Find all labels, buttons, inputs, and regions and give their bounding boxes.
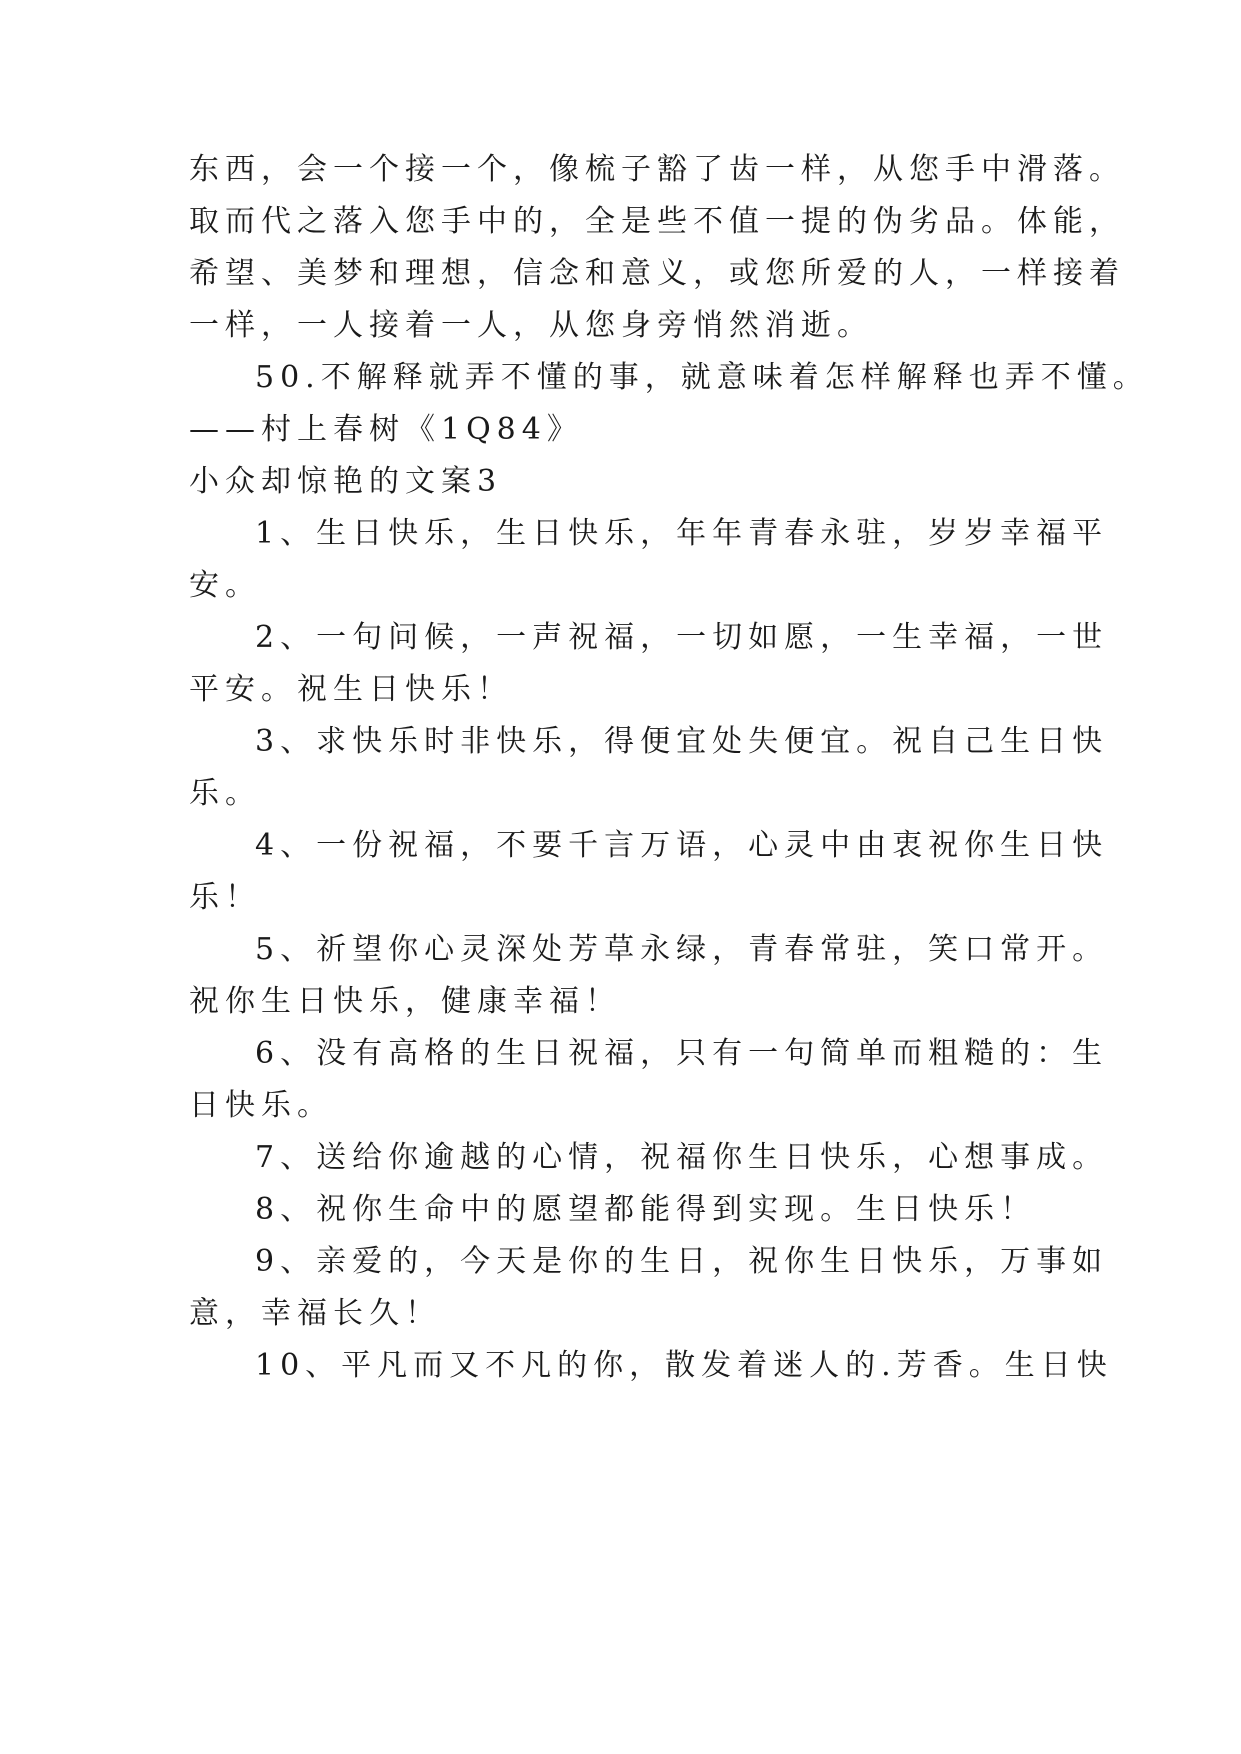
text-line: 乐。 [189, 776, 261, 811]
text-line: 10、平凡而又不凡的你，散发着迷人的.芳香。生日快 [255, 1348, 1113, 1383]
text-line: 6、没有高格的生日祝福，只有一句简单而粗糙的：生 [255, 1036, 1109, 1071]
text-line: 4、一份祝福，不要千言万语，心灵中由衷祝你生日快 [255, 828, 1109, 863]
text-line: 3、求快乐时非快乐，得便宜处失便宜。祝自己生日快 [255, 724, 1109, 759]
text-line: 希望、美梦和理想，信念和意义，或您所爱的人，一样接着 [189, 256, 1125, 291]
section-heading: 小众却惊艳的文案3 [189, 464, 503, 499]
text-line: 意，幸福长久！ [189, 1296, 441, 1331]
text-line: 9、亲爱的，今天是你的生日，祝你生日快乐，万事如 [255, 1244, 1109, 1279]
text-line: 2、一句问候，一声祝福，一切如愿，一生幸福，一世 [255, 620, 1109, 655]
text-line: ——村上春树《1Q84》 [189, 412, 583, 447]
text-line: 乐！ [189, 880, 261, 915]
text-line: 7、送给你逾越的心情，祝福你生日快乐，心想事成。 [255, 1140, 1109, 1175]
text-line: 安。 [189, 568, 261, 603]
text-line: 1、生日快乐，生日快乐，年年青春永驻，岁岁幸福平 [255, 516, 1109, 551]
text-line: 5、祈望你心灵深处芳草永绿，青春常驻，笑口常开。 [255, 932, 1109, 967]
text-line: 8、祝你生命中的愿望都能得到实现。生日快乐！ [255, 1192, 1037, 1227]
text-line: 日快乐。 [189, 1088, 333, 1123]
text-line: 一样，一人接着一人，从您身旁悄然消逝。 [189, 308, 873, 343]
text-line: 东西，会一个接一个，像梳子豁了齿一样，从您手中滑落。 [189, 152, 1125, 187]
text-line: 50.不解释就弄不懂的事，就意味着怎样解释也弄不懂。 [255, 360, 1149, 395]
text-line: 取而代之落入您手中的，全是些不值一提的伪劣品。体能， [189, 204, 1125, 239]
text-line: 祝你生日快乐，健康幸福！ [189, 984, 621, 1019]
text-line: 平安。祝生日快乐！ [189, 672, 513, 707]
